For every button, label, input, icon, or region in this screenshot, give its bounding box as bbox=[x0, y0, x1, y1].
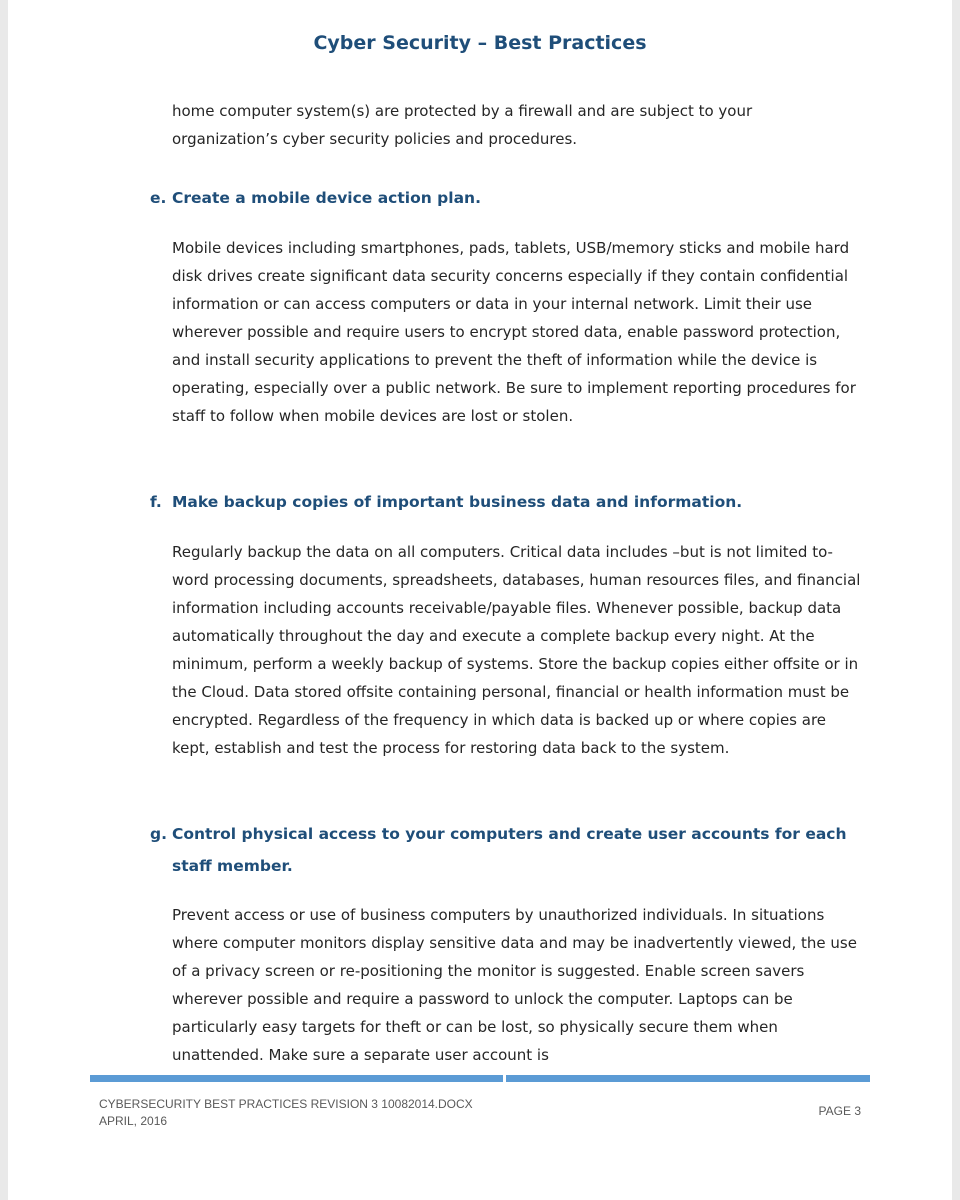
page-edge-right bbox=[952, 0, 960, 1200]
footer-divider bbox=[90, 1075, 870, 1082]
section-g-paragraph: Prevent access or use of business computers by unauthorized individuals. In situations where computer monitors display sensitive data and may be inadvertently viewed, the use of a privacy screen or re-positioning the monitor is suggested. Enable screen savers wherever possible and require a password to unlock the computer. Laptops can be particularly easy targets for theft or can be lost, so physically secure them when unattended. Make sure a separate user account is bbox=[172, 906, 857, 1064]
section-g-heading bbox=[150, 818, 862, 882]
footer-document-info bbox=[99, 1096, 473, 1130]
footer-document-name: CYBERSECURITY BEST PRACTICES REVISION 3 10082014.DOCX bbox=[99, 1097, 473, 1111]
section-e-paragraph: Mobile devices including smartphones, pads, tablets, USB/memory sticks and mobile hard disk drives create significant data security concerns especially if they contain confidential information or can access computers or data in your internal network. Limit their use wherever possible and require users to encrypt stored data, enable password protection, and install security applications to prevent the theft of information while the device is operating, especially over a public network. Be sure to implement reporting procedures for staff to follow when mobile devices are lost or stolen. bbox=[172, 239, 856, 425]
section-e-title: Create a mobile device action plan. bbox=[172, 189, 481, 207]
section-g-letter: g. bbox=[150, 825, 167, 843]
page-header-title: Cyber Security – Best Practices bbox=[313, 32, 647, 54]
page-edge-left bbox=[0, 0, 8, 1200]
footer-divider-gap bbox=[503, 1075, 506, 1082]
section-f-letter: f. bbox=[150, 493, 162, 511]
footer-page-number: PAGE 3 bbox=[818, 1104, 861, 1118]
intro-paragraph: home computer system(s) are protected by a firewall and are subject to your organization’s cyber security policies and procedures. bbox=[172, 102, 753, 148]
section-g-title: Control physical access to your computers and create user accounts for each staff member. bbox=[172, 825, 847, 875]
section-e-letter: e. bbox=[150, 189, 167, 207]
footer-date: APRIL, 2016 bbox=[99, 1114, 168, 1128]
section-e-heading bbox=[150, 182, 862, 214]
section-f-title: Make backup copies of important business data and information. bbox=[172, 493, 743, 511]
section-f-paragraph: Regularly backup the data on all computers. Critical data includes –but is not limited to- word processing documents, spreadsheets, databases, human resources files, and financial information including accounts receivable/payable files. Whenever possible, backup data automatically throughout the day and execute a complete backup every night. At the minimum, perform a weekly backup of systems. Store the backup copies either offsite or in the Cloud. Data stored offsite containing personal, financial or health information must be encrypted. Regardless of the frequency in which data is backed up or where copies are kept, establish and test the process for restoring data back to the system. bbox=[172, 543, 861, 757]
section-f-heading bbox=[150, 486, 862, 518]
